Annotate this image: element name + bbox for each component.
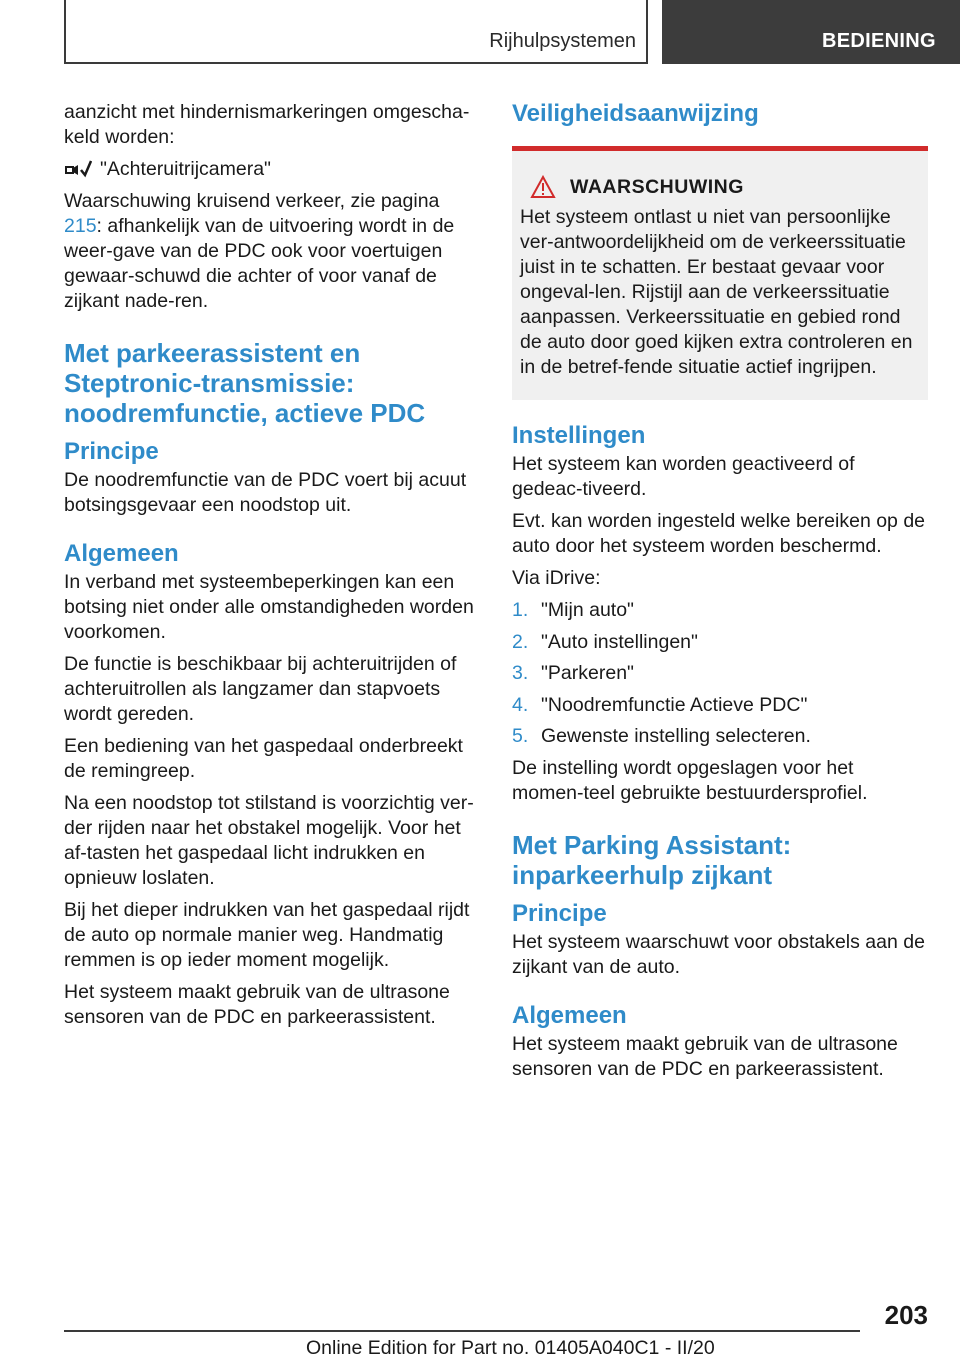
left-column [64, 100, 482, 1037]
algemeen-paragraph-2: De functie is beschikbaar bij achteruitrijden of achteruitrollen als langzamer dan stapvoets wordt gereden. [64, 653, 457, 725]
list-item [512, 661, 928, 686]
warning-triangle-icon [530, 175, 556, 199]
header-section-title: Rijhulpsystemen [489, 30, 636, 52]
section-heading-emergency-brake: Met parkeerassistent en Steptronic-transmissie: noodremfunctie, actieve PDC [64, 338, 426, 428]
instellingen-paragraph-3: Via iDrive: [512, 567, 601, 589]
section-heading-parking-assistant: Met Parking Assistant: inparkeerhulp zijkant [512, 829, 792, 890]
footer-divider [64, 1330, 860, 1332]
header-chapter-label: BEDIENING [822, 30, 936, 52]
instellingen-paragraph-4: De instelling wordt opgeslagen voor het momen-teel gebruikte bestuurdersprofiel. [512, 756, 868, 804]
step-number: 1. [512, 599, 529, 621]
step-number: 3. [512, 662, 529, 684]
warning-text: Het systeem ontlast u niet van persoonlijke ver-antwoordelijkheid om de verkeerssituatie juist in te schatten. Er bestaat gevaar voor ongeval-len. Rijstijl aan de verkeerssituatie aanpassen. Verkeerssituatie en gebied rond de auto door goed kijken extra controleren en in de betref-fende situatie actief ingrijpen. [520, 206, 913, 378]
cross-traffic-text: Waarschuwing kruisend verkeer, zie pagina [64, 190, 440, 212]
algemeen-paragraph-4: Na een noodstop tot stilstand is voorzichtig ver-der rijden naar het obstakel mogelijk. Voor het af-tasten het gaspedaal licht indrukken en opnieuw loslaten. [64, 792, 474, 889]
warning-box [512, 146, 928, 400]
rear-camera-icon [64, 159, 92, 181]
header-chapter-tab [662, 0, 960, 64]
heading-veiligheid: Veiligheidsaanwijzing [512, 100, 759, 127]
step-number: 5. [512, 725, 529, 747]
warning-header [520, 175, 920, 199]
list-item [512, 630, 928, 655]
list-item [512, 598, 928, 623]
cross-traffic-text-cont: : afhankelijk van de uitvoering wordt in de weer-gave van de PDC ook voor voertuigen gewaar-schuwd die achter of voor vanaf de zijkant nade-ren. [64, 215, 455, 312]
step-number: 2. [512, 630, 529, 653]
principe-paragraph-2: Het systeem waarschuwt voor obstakels aan de zijkant van de auto. [512, 930, 925, 978]
step-text: Gewenste instelling selecteren. [541, 725, 811, 747]
warning-title: WAARSCHUWING [570, 175, 744, 198]
principe-paragraph: De noodremfunctie van de PDC voert bij acuut botsingsgevaar een noodstop uit. [64, 469, 467, 516]
page-link-215[interactable]: 215 [64, 215, 97, 237]
step-number: 4. [512, 693, 529, 716]
right-column [512, 100, 928, 1089]
heading-instellingen: Instellingen [512, 422, 646, 449]
idrive-steps-list [512, 598, 928, 749]
list-item [512, 724, 928, 749]
page-number: 203 [884, 1300, 928, 1330]
camera-menu-item [64, 157, 482, 182]
footer-edition: Online Edition for Part no. 01405A040C1 - II/20 [306, 1337, 715, 1359]
camera-menu-label: "Achteruitrijcamera" [100, 158, 271, 180]
heading-algemeen-2: Algemeen [512, 1001, 627, 1029]
heading-algemeen: Algemeen [64, 540, 179, 567]
instellingen-paragraph-1: Het systeem kan worden geactiveerd of gedeac-tiveerd. [512, 453, 855, 500]
heading-principe: Principe [64, 438, 159, 465]
algemeen-paragraph-5: Bij het dieper indrukken van het gaspedaal rijdt de auto op normale manier weg. Handmatig remmen is op ieder moment mogelijk. [64, 899, 470, 971]
header-section-box [64, 0, 648, 64]
step-text: "Mijn auto" [541, 599, 634, 621]
intro-paragraph: aanzicht met hindernismarkeringen omgescha-keld worden: [64, 101, 470, 148]
cross-traffic-paragraph [64, 189, 482, 314]
algemeen-paragraph-6: Het systeem maakt gebruik van de ultrasone sensoren van de PDC en parkeerassistent. [64, 981, 450, 1028]
instellingen-paragraph-2: Evt. kan worden ingesteld welke bereiken op de auto door het systeem worden beschermd. [512, 510, 926, 557]
step-text: "Auto instellingen" [541, 630, 698, 653]
algemeen-paragraph-3: Een bediening van het gaspedaal onderbreekt de remingreep. [64, 735, 463, 782]
list-item [512, 693, 928, 718]
step-text: "Noodremfunctie Actieve PDC" [541, 693, 808, 716]
step-text: "Parkeren" [541, 662, 634, 684]
algemeen-paragraph-1: In verband met systeembeperkingen kan een botsing niet onder alle omstandigheden worden voorkomen. [64, 571, 474, 643]
algemeen-paragraph-right: Het systeem maakt gebruik van de ultrasone sensoren van de PDC en parkeerassistent. [512, 1032, 898, 1080]
heading-principe-2: Principe [512, 899, 607, 927]
